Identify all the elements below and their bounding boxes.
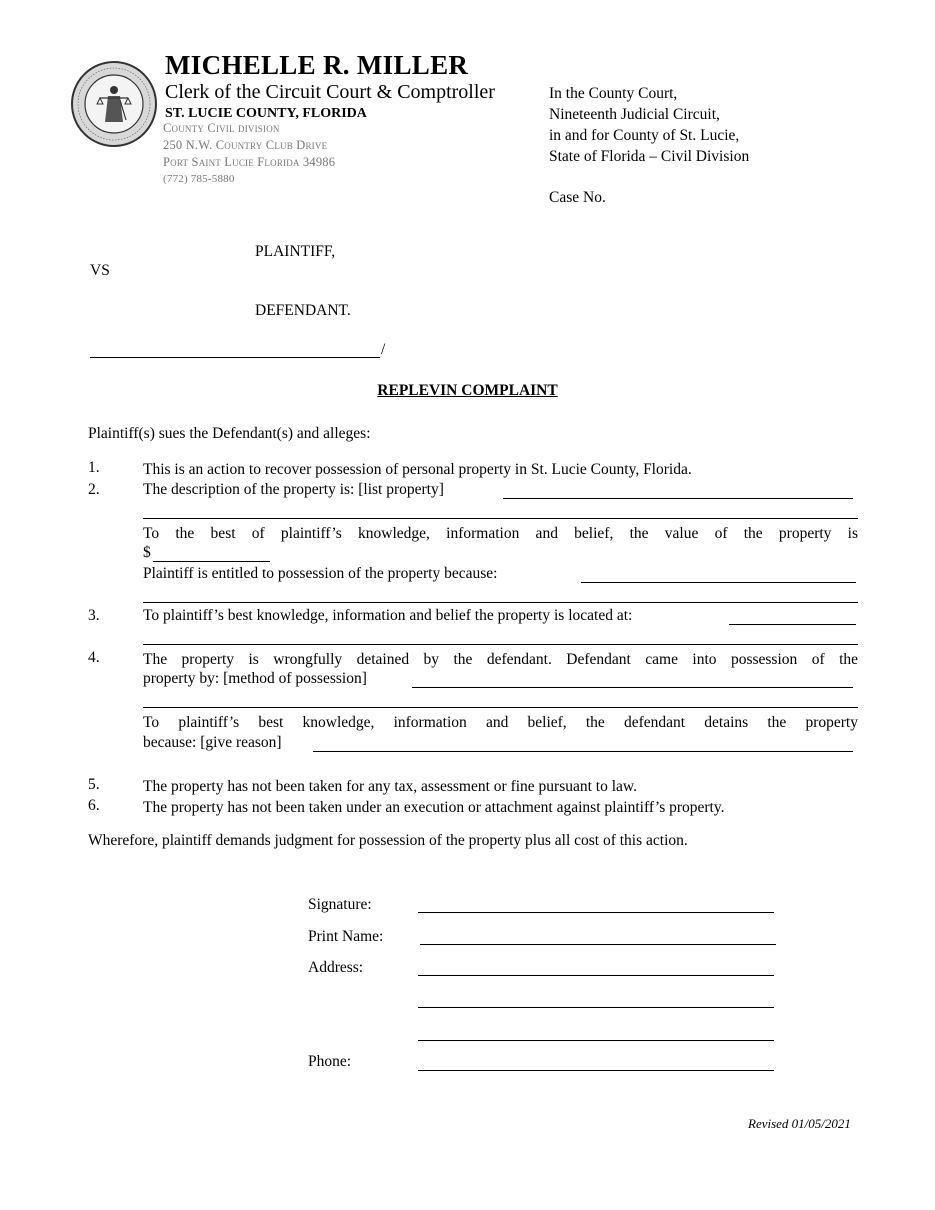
caption-slash: / (381, 341, 386, 358)
phone-label: Phone: (308, 1053, 352, 1070)
property-location-field-2[interactable] (143, 644, 858, 645)
entitlement-reason-field-2[interactable] (143, 602, 858, 603)
clerk-title: Clerk of the Circuit Court & Comptroller (165, 81, 495, 103)
court-line: Nineteenth Judicial Circuit, (549, 106, 720, 123)
wherefore-text: Wherefore, plaintiff demands judgment for possession of the property plus all cost of this action. (88, 832, 688, 849)
revised-date: Revised 01/05/2021 (748, 1116, 851, 1131)
item-number: 6. (88, 797, 100, 814)
value-text: To the best of plaintiff’s knowledge, information and belief, the value of the property is (143, 525, 858, 542)
item-1-text: This is an action to recover possession of personal property in St. Lucie County, Florida. (143, 461, 692, 478)
signature-field[interactable] (418, 912, 774, 913)
item-number: 1. (88, 459, 100, 476)
item-6-text: The property has not been taken under an execution or attachment against plaintiff’s property. (143, 799, 725, 816)
county-name: ST. LUCIE COUNTY, FLORIDA (165, 106, 367, 121)
address-field-3[interactable] (418, 1040, 774, 1041)
reason-label: because: [give reason] (143, 734, 282, 751)
intro-text: Plaintiff(s) sues the Defendant(s) and alleges: (88, 425, 371, 442)
entitlement-text: Plaintiff is entitled to possession of the property because: (143, 565, 498, 582)
method-label: property by: [method of possession] (143, 670, 367, 687)
dollar-sign: $ (143, 544, 151, 561)
item-2-text: The description of the property is: [list property] (143, 481, 444, 498)
detains-text: To plaintiff’s best knowledge, information and belief, the defendant detains the property (143, 714, 858, 731)
case-number-label: Case No. (549, 189, 606, 206)
item-4-text: The property is wrongfully detained by the defendant. Defendant came into possession of the (143, 651, 858, 668)
address-field-2[interactable] (418, 1007, 774, 1008)
clerk-seal-logo (70, 60, 158, 148)
item-number: 2. (88, 481, 100, 498)
print-name-field[interactable] (420, 944, 776, 945)
print-name-label: Print Name: (308, 928, 384, 945)
item-number: 5. (88, 776, 100, 793)
court-line: State of Florida – Civil Division (549, 148, 750, 165)
phone-field[interactable] (418, 1070, 774, 1071)
court-line: In the County Court, (549, 85, 678, 102)
item-number: 4. (88, 649, 100, 666)
clerk-phone: (772) 785-5880 (163, 173, 235, 185)
clerk-name: MICHELLE R. MILLER (165, 50, 469, 80)
reason-field[interactable] (313, 751, 853, 752)
method-of-possession-field-2[interactable] (143, 707, 858, 708)
item-number: 3. (88, 607, 100, 624)
address-field-1[interactable] (418, 975, 774, 976)
city-address: Port Saint Lucie Florida 34986 (163, 155, 336, 169)
entitlement-reason-field[interactable] (581, 582, 856, 583)
vs-label: VS (90, 262, 110, 279)
caption-line (90, 357, 380, 358)
property-description-field[interactable] (503, 498, 853, 499)
address-label: Address: (308, 959, 364, 976)
court-info (549, 83, 749, 167)
property-value-field[interactable] (153, 561, 270, 562)
plaintiff-label: PLAINTIFF, (255, 243, 336, 260)
document-title: REPLEVIN COMPLAINT (377, 382, 558, 399)
street-address: 250 N.W. Country Club Drive (163, 138, 328, 152)
method-of-possession-field[interactable] (412, 687, 853, 688)
signature-label: Signature: (308, 896, 372, 913)
item-5-text: The property has not been taken for any tax, assessment or fine pursuant to law. (143, 778, 637, 795)
property-location-field[interactable] (729, 624, 856, 625)
item-3-text: To plaintiff’s best knowledge, information and belief the property is located at: (143, 607, 633, 624)
division-name: County Civil division (163, 121, 280, 135)
property-description-field-2[interactable] (143, 518, 858, 519)
court-line: in and for County of St. Lucie, (549, 127, 740, 144)
defendant-label: DEFENDANT. (255, 302, 351, 319)
